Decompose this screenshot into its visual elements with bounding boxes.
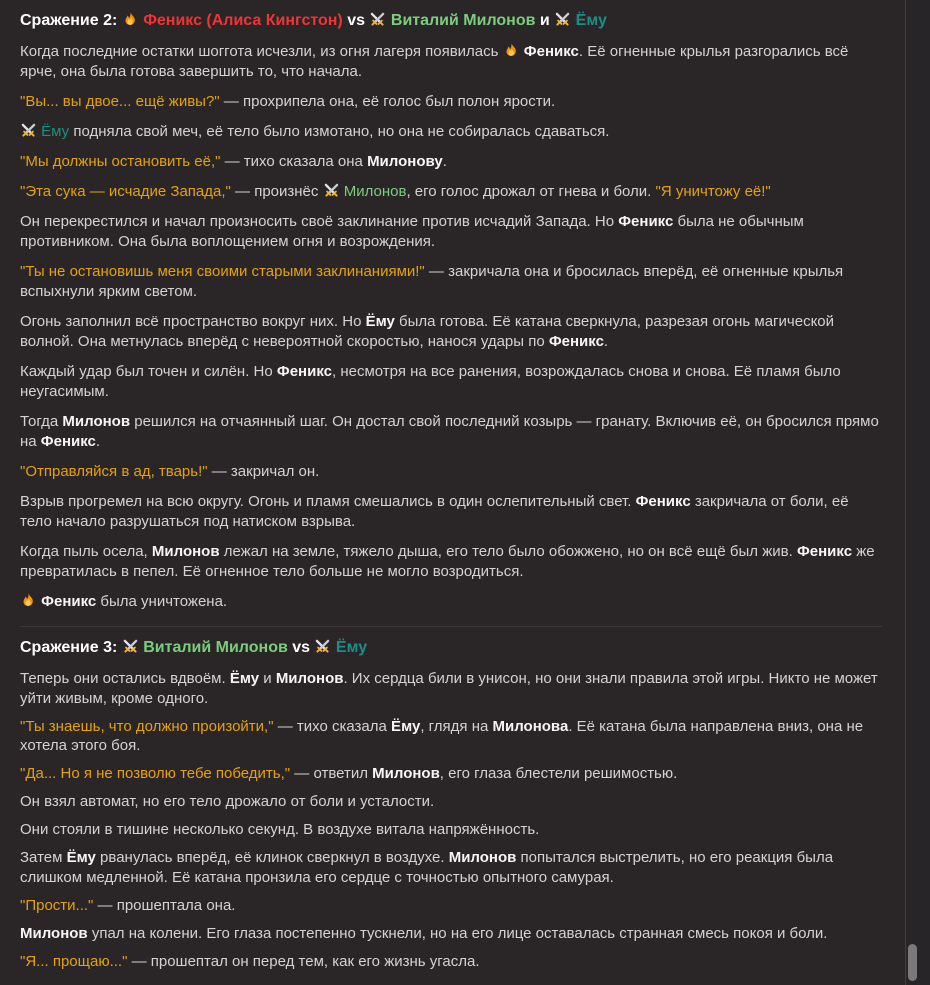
text-segment: решился на отчаянный шаг. Он достал свой последний козырь — гранату. Включив её, он бросился прямо на <box>20 413 879 450</box>
text-segment: . Их сердца били в унисон, но они знали правила этой игры. Никто не может уйти живым, кроме одного. <box>20 670 878 707</box>
dialogue-quote: "Прости..." <box>20 896 94 914</box>
text-segment: . Её катана была направлена вниз, она не хотела этого боя. <box>20 717 864 754</box>
story-paragraph <box>20 362 882 402</box>
emphasized-name: Милонову <box>367 153 443 170</box>
emphasized-name: Милонов <box>275 670 344 687</box>
dialogue-quote: "Вы... вы двое... ещё живы?" <box>20 93 220 110</box>
fire-emoji-icon <box>503 42 520 59</box>
character-name-yomu: Ёму <box>571 12 607 29</box>
story-paragraph <box>20 717 882 756</box>
emphasized-name: Феникс <box>37 593 97 610</box>
emphasized-name: Ёму <box>365 313 395 330</box>
text-segment: , его голос дрожал от гнева и боли. <box>406 183 656 200</box>
emphasized-name: Милонов <box>62 413 131 430</box>
text-segment: Тогда <box>20 413 63 430</box>
character-name-milonov: Виталий Милонов <box>138 639 288 656</box>
text-segment: . Её огненные крылья разгорались всё ярче, она была готова завершить то, что начала. <box>20 43 849 80</box>
text-segment: Сражение 2: <box>20 12 122 29</box>
story-paragraph <box>20 212 882 252</box>
text-segment: — ответил <box>290 765 373 782</box>
emphasized-name: Ёму <box>391 717 421 735</box>
emphasized-name: Феникс <box>635 493 691 510</box>
character-name-phoenix: Феникс (Алиса Кингстон) <box>138 12 343 29</box>
text-segment: лежал на земле, тяжело дыша, его тело было обожжено, но он всё ещё был жив. <box>219 543 797 560</box>
crossed-swords-emoji-icon <box>122 638 139 655</box>
text-segment: Взрыв прогремел на всю округу. Огонь и пламя смешались в один ослепительный свет. <box>20 493 636 510</box>
text-segment: была уничтожена. <box>96 593 228 610</box>
emphasized-name: Милонов <box>151 543 220 560</box>
text-segment: Сражение 3: <box>20 639 122 656</box>
text-segment: Когда последние остатки шоггота исчезли, из огня лагеря появилась <box>20 43 503 60</box>
crossed-swords-emoji-icon <box>369 11 386 28</box>
text-segment: упал на колени. Его глаза постепенно тускнели, но на его лице оставалась странная смесь покоя и боли. <box>87 924 828 942</box>
battle-2-heading <box>20 10 882 32</box>
story-paragraph <box>20 792 882 812</box>
section-divider <box>20 626 882 627</box>
emphasized-name: Феникс <box>519 43 579 60</box>
text-segment: закричала от боли, её тело начало разрушаться под натиском взрыва. <box>20 493 849 530</box>
story-paragraph <box>20 492 882 532</box>
story-paragraph <box>20 152 882 172</box>
text-segment: Он перекрестился и начал произносить своё заклинание против исчадий Запада. Но <box>20 213 619 230</box>
dialogue-quote: "Эта сука — исчадие Запада," <box>20 183 231 200</box>
text-segment: и <box>535 12 555 29</box>
character-name-milonov: Виталий Милонов <box>386 12 536 29</box>
story-paragraph <box>20 262 882 302</box>
text-segment: — закричала она и бросилась вперёд, её огненные крылья вспыхнули ярким светом. <box>20 263 844 300</box>
emphasized-name: Милонов <box>372 765 440 782</box>
character-name-yomu: Ёму <box>331 639 368 656</box>
emphasized-name: Феникс <box>276 363 332 380</box>
story-paragraph <box>20 592 882 612</box>
character-name-yomu: Ёму <box>37 123 70 140</box>
emphasized-name: Феникс <box>796 543 853 560</box>
emphasized-name: Феникс <box>548 333 604 350</box>
text-segment: , несмотря на все ранения, возрождалась снова и снова. Её пламя было неугасимым. <box>20 363 841 400</box>
text-segment: — тихо сказала <box>273 717 392 735</box>
dialogue-quote: "Мы должны остановить её," <box>20 153 221 170</box>
text-segment: Он взял автомат, но его тело дрожало от боли и усталости. <box>20 793 435 810</box>
scrollbar-track[interactable] <box>905 0 930 985</box>
text-segment: и <box>259 670 276 687</box>
character-name-milonov: Милонов <box>339 183 407 200</box>
text-segment: Каждый удар был точен и силён. Но <box>20 363 277 380</box>
text-segment: Огонь заполнил всё пространство вокруг них. Но <box>20 313 366 330</box>
emphasized-name: Феникс <box>40 433 96 450</box>
text-segment: — произнёс <box>230 183 323 200</box>
story-paragraph <box>20 764 882 784</box>
story-paragraph <box>20 462 882 482</box>
story-paragraph <box>20 312 882 352</box>
scrollbar-thumb[interactable] <box>908 944 917 981</box>
text-segment: , глядя на <box>420 717 493 735</box>
text-segment: vs <box>287 639 315 656</box>
crossed-swords-emoji-icon <box>554 11 571 28</box>
dialogue-quote: "Я уничтожу её!" <box>655 183 771 200</box>
text-segment: . <box>95 433 101 450</box>
text-segment: Теперь они остались вдвоём. <box>20 670 230 687</box>
story-paragraph <box>20 542 882 582</box>
emphasized-name: Феникс <box>618 213 674 230</box>
text-segment: — прошептала она. <box>93 896 236 914</box>
text-segment: Когда пыль осела, <box>20 543 152 560</box>
dialogue-quote: "Ты знаешь, что должно произойти," <box>20 717 274 735</box>
text-segment: Затем <box>20 849 67 866</box>
text-segment: Они стояли в тишине несколько секунд. В воздухе витала напряжённость. <box>20 821 540 838</box>
text-segment: vs <box>342 12 370 29</box>
story-paragraph <box>20 42 882 82</box>
emphasized-name: Милонов <box>448 849 517 866</box>
story-paragraph <box>20 924 882 944</box>
text-segment: подняла свой меч, её тело было измотано, но она не собиралась сдаваться. <box>69 123 610 140</box>
story-paragraph <box>20 952 882 972</box>
story-paragraph <box>20 848 882 887</box>
text-segment: . <box>442 153 447 170</box>
emphasized-name: Ёму <box>66 849 96 866</box>
text-segment: . <box>603 333 609 350</box>
dialogue-quote: "Ты не остановишь меня своими старыми заклинаниями!" <box>20 263 425 280</box>
text-segment: же превратилась в пепел. Её огненное тело больше не могло возродиться. <box>20 543 875 580</box>
text-segment: была готова. Её катана сверкнула, разрезая огонь магической волной. Она метнулась вперёд с невероятной скоростью, нанося удары по <box>20 313 835 350</box>
story-paragraph <box>20 820 882 840</box>
dialogue-quote: "Отправляйся в ад, тварь!" <box>20 463 208 480</box>
fire-emoji-icon <box>122 11 139 28</box>
story-paragraph <box>20 669 882 708</box>
text-segment: — прошептал он перед тем, как его жизнь угасла. <box>127 952 480 970</box>
crossed-swords-emoji-icon <box>20 122 37 139</box>
text-segment: — прохрипела она, её голос был полон ярости. <box>219 93 556 110</box>
story-paragraph <box>20 896 882 916</box>
dialogue-quote: "Да... Но я не позволю тебе победить," <box>20 765 291 782</box>
text-segment: — закричал он. <box>207 463 320 480</box>
text-segment: попытался выстрелить, но его реакция была слишком медленной. Её катана пронзила его сердце с точностью опытного самурая. <box>20 849 834 886</box>
emphasized-name: Милонова <box>492 717 569 735</box>
text-segment: — тихо сказала она <box>220 153 368 170</box>
crossed-swords-emoji-icon <box>314 638 331 655</box>
story-paragraph <box>20 182 882 202</box>
crossed-swords-emoji-icon <box>323 182 340 199</box>
story-paragraph <box>20 122 882 142</box>
text-segment: была не обычным противником. Она была воплощением огня и возрождения. <box>20 213 804 250</box>
story-paragraph <box>20 412 882 452</box>
fire-emoji-icon <box>20 592 37 609</box>
text-segment: рванулась вперёд, её клинок сверкнул в воздухе. <box>95 849 449 866</box>
dialogue-quote: "Я... прощаю..." <box>20 952 128 970</box>
emphasized-name: Милонов <box>20 924 88 942</box>
text-segment: , его глаза блестели решимостью. <box>439 765 678 782</box>
story-paragraph <box>20 92 882 112</box>
battle-3-heading <box>20 637 882 659</box>
emphasized-name: Ёму <box>229 670 260 687</box>
